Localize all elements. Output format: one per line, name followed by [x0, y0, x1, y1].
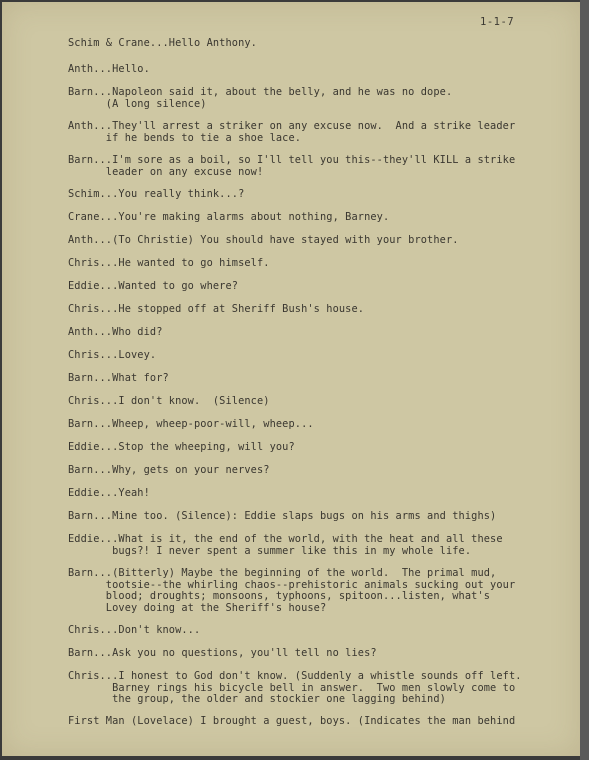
dialogue-entry: [68, 568, 580, 614]
dialogue-line: Barney rings his bicycle bell in answer. Two men slowly come to: [68, 681, 516, 694]
dialogue-line: Eddie...What is it, the end of the world, with the heat and all these: [68, 533, 503, 545]
dialogue-entry: [68, 155, 580, 178]
dialogue-line: Barn...What for?: [68, 372, 169, 384]
dialogue-line: First Man (Lovelace) I brought a guest, boys. (Indicates the man behind: [68, 715, 516, 727]
dialogue-entry: [68, 373, 580, 385]
dialogue-entry: [68, 671, 580, 706]
dialogue-line: Crane...You're making alarms about nothing, Barney.: [68, 211, 390, 223]
dialogue-entry: [68, 235, 580, 247]
scan-edge: [580, 0, 589, 760]
dialogue-line: Eddie...Wanted to go where?: [68, 280, 239, 292]
dialogue-entry: [68, 442, 580, 454]
dialogue-entry: [68, 64, 580, 76]
dialogue-line: Barn...(Bitterly) Maybe the beginning of the world. The primal mud,: [68, 567, 497, 579]
dialogue-line: Anth...(To Christie) You should have stayed with your brother.: [68, 234, 459, 246]
dialogue-entry: [68, 327, 580, 339]
dialogue-line: Barn...Napoleon said it, about the belly, and he was no dope.: [68, 86, 453, 98]
dialogue-line: Chris...I don't know. (Silence): [68, 395, 270, 407]
dialogue-line: Barn...Mine too. (Silence): Eddie slaps bugs on his arms and thighs): [68, 510, 497, 522]
dialogue-entry: [68, 281, 580, 293]
dialogue-line: Barn...Wheep, wheep-poor-will, wheep...: [68, 418, 314, 430]
dialogue-entry: [68, 38, 580, 50]
dialogue-entry: [68, 488, 580, 500]
dialogue-entry: [68, 212, 580, 224]
dialogue-entry: [68, 258, 580, 270]
dialogue-line: tootsie--the whirling chaos--prehistoric animals sucking out your: [68, 578, 516, 591]
dialogue-line: Barn...Ask you no questions, you'll tell no lies?: [68, 647, 377, 659]
dialogue-line: Chris...He stopped off at Sheriff Bush's house.: [68, 303, 365, 315]
dialogue-line: the group, the older and stockier one lagging behind): [68, 693, 446, 705]
dialogue-line: Chris...Lovey.: [68, 349, 157, 361]
dialogue-entry: [68, 625, 580, 637]
dialogue-line: Schim & Crane...Hello Anthony.: [68, 37, 257, 49]
dialogue-line: Chris...Don't know...: [68, 624, 201, 636]
dialogue-entry: [68, 534, 580, 557]
dialogue-line: Chris...I honest to God don't know. (Suddenly a whistle sounds off left.: [68, 670, 522, 682]
dialogue-line: Anth...Who did?: [68, 326, 163, 338]
dialogue-line: leader on any excuse now!: [68, 165, 264, 178]
dialogue-line: Eddie...Yeah!: [68, 487, 150, 499]
dialogue-entry: [68, 121, 580, 144]
dialogue-entry: [68, 87, 580, 110]
dialogue-entry: [68, 648, 580, 660]
dialogue-entry: [68, 304, 580, 316]
dialogue-line: if he bends to tie a shoe lace.: [68, 131, 302, 144]
dialogue-entry: [68, 189, 580, 201]
dialogue-line: Schim...You really think...?: [68, 188, 245, 200]
dialogue-entry: [68, 465, 580, 477]
dialogue-line: blood; droughts; monsoons, typhoons, spitoon...listen, what's: [68, 590, 491, 602]
dialogue-line: Lovey doing at the Sheriff's house?: [68, 601, 327, 614]
dialogue-line: Barn...Why, gets on your nerves?: [68, 464, 270, 476]
dialogue-entry: [68, 511, 580, 523]
dialogue-line: bugs?! I never spent a summer like this in my whole life.: [68, 544, 472, 557]
dialogue-line: Chris...He wanted to go himself.: [68, 257, 270, 269]
typed-script-page: [2, 2, 580, 756]
dialogue-line: Anth...They'll arrest a striker on any excuse now. And a strike leader: [68, 120, 516, 132]
dialogue-entry: [68, 350, 580, 362]
page-number: 1-1-7: [480, 16, 515, 28]
dialogue-line: (A long silence): [68, 97, 207, 110]
dialogue-line: Anth...Hello.: [68, 63, 150, 75]
dialogue-entry: [68, 419, 580, 431]
dialogue-entry: [68, 396, 580, 408]
dialogue-line: Eddie...Stop the wheeping, will you?: [68, 441, 295, 453]
dialogue-entry: [68, 716, 580, 728]
dialogue-line: Barn...I'm sore as a boil, so I'll tell you this--they'll KILL a strike: [68, 154, 516, 166]
